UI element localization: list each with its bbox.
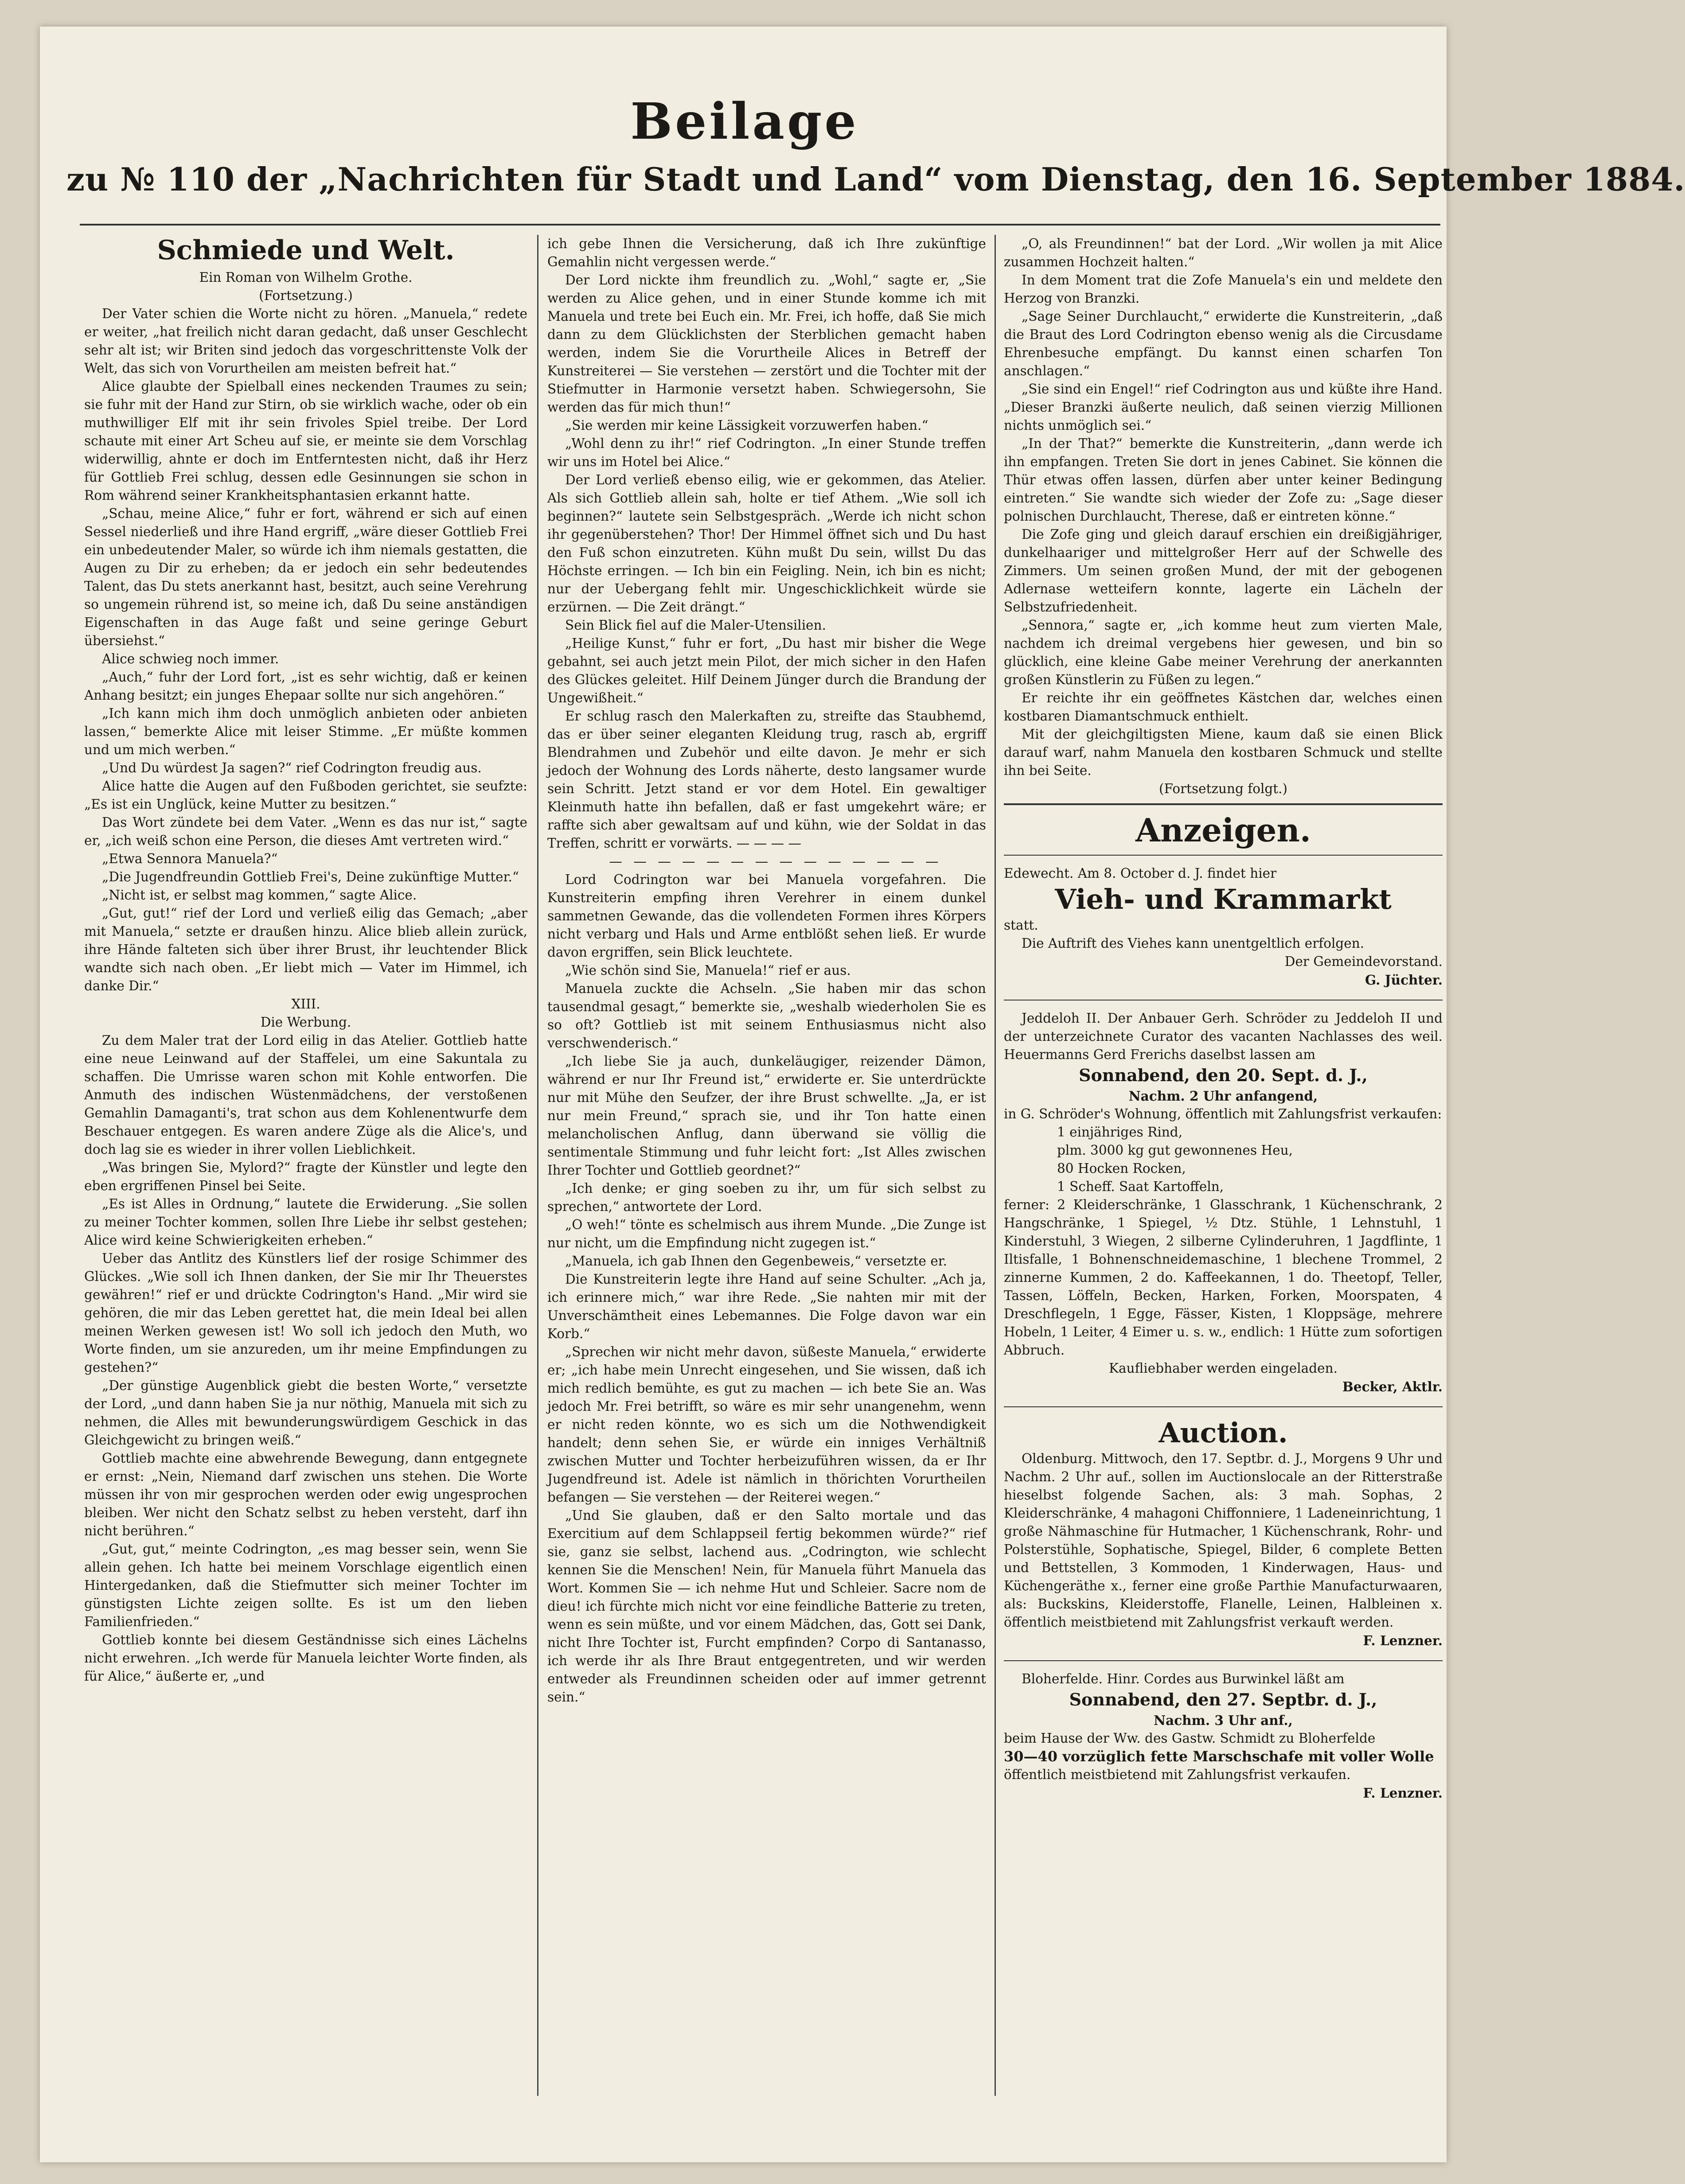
- ad-text: beim Hause der Ww. des Gastw. Schmidt zu Bloherfelde: [1004, 1731, 1376, 1746]
- paragraph: Manuela zuckte die Achseln. „Sie haben mir das schon tausendmal gesagt,“ bemerkte sie, „weshalb wiederholen Sie es so oft? Gottlieb ist mit seinem Enthusiasmus nicht also verschwenderisch.“: [547, 981, 986, 1051]
- paragraph: Sein Blick fiel auf die Maler-Utensilien.: [565, 618, 826, 633]
- ad-rule: [1004, 1660, 1443, 1661]
- ad-signature: F. Lenzner.: [1363, 1633, 1443, 1648]
- paragraph: Die Kunstreiterin legte ihre Hand auf seine Schulter. „Ach ja, ich erinnere mich,“ war ihre Rede. „Sie nahten mir mit der Unverschämtheit eines Lebemannes. Die Folge davon war ein Korb.“: [547, 1272, 986, 1341]
- paragraph: Die Zofe ging und gleich darauf erschien ein dreißigjähriger, dunkelhaariger und mittelgroßer Herr auf der Schwelle des Zimmers. Um seinen großen Mund, der mit der gebogenen Adlernase wetteifern konnte, lagerte ein Lächeln der Selbstzufriedenheit.: [1004, 527, 1443, 615]
- paragraph: „Sage Seiner Durchlaucht,“ erwiderte die Kunstreiterin, „daß die Braut des Lord Codrington ebenso wenig als die Circusdame Ehrenbesuche empfängt. Du kannst einen scharfen Ton anschlagen.“: [1004, 309, 1443, 378]
- ad-text: Kaufliebhaber werden eingeladen.: [1109, 1361, 1338, 1376]
- paragraph: „Wohl denn zu ihr!“ rief Codrington. „In einer Stunde treffen wir uns im Hotel bei Alice.“: [547, 436, 986, 469]
- paragraph: In dem Moment trat die Zofe Manuela's ein und meldete den Herzog von Branzki.: [1004, 273, 1443, 306]
- paragraph: Der Vater schien die Worte nicht zu hören. „Manuela,“ redete er weiter, „hat freilich nicht daran gedacht, daß unser Geschlecht sehr alt ist; wir Briten sind jedoch das vorgeschrittenste Volk der Welt, das sich von Vorurtheilen am meisten befreit hat.“: [84, 306, 527, 376]
- ads-heading: Anzeigen.: [1135, 811, 1311, 849]
- ad-signature: Becker, Aktlr.: [1342, 1379, 1443, 1394]
- novel-title: Schmiede und Welt.: [157, 235, 455, 266]
- paragraph: Gottlieb konnte bei diesem Geständnisse sich eines Lächelns nicht erwehren. „Ich werde für Manuela leichter Worte finden, als für Alice,“ äußerte er, „und: [84, 1632, 527, 1684]
- ad-item: 1 einjähriges Rind,: [1057, 1125, 1183, 1140]
- paragraph: „Und Sie glauben, daß er den Salto mortale und das Exercitium auf dem Schlappseil fertig bekommen würde?“ rief sie, ganz sie selbst, lachend aus. „Codrington, wie schlecht kennen Sie die Menschen! Nein, für Manuela führt Manuela das Wort. Kommen Sie — ich nehme Hut und Schleier. Sacre nom de dieu! ich fürchte mich nicht vor eine feindliche Batterie zu treten, wenn es sein müßte, und vor einem Mädchen, das, Gott sei Dank, nicht Ihre Tochter ist, Furcht empfinden? Corpo di Santanasso, ich werde ihr als Ihre Braut entgegentreten, und wir werden entweder als Freundinnen scheiden oder auf immer getrennt sein.“: [547, 1508, 986, 1705]
- paragraph: Alice hatte die Augen auf den Fußboden gerichtet, sie seufzte: „Es ist ein Unglück, keine Mutter zu besitzen.“: [84, 779, 527, 812]
- paragraph: „Schau, meine Alice,“ fuhr er fort, während er sich auf einen Sessel niederließ und ihre Hand ergriff, „wäre dieser Gottlieb Frei ein unbedeutender Maler, so würde ich ihm niemals gestatten, die Augen zu Dir zu erheben; da er jedoch ein sehr bedeutendes Talent, das Du stets anerkannt hast, besitzt, auch seine Verehrung so ungemein rührend ist, so meine ich, daß Du seine anständigen Eigenschaften in das Auge faßt und seine geringe Geburt übersiehst.“: [84, 506, 527, 648]
- paragraph: „Sennora,“ sagte er, „ich komme heut zum vierten Male, nachdem ich dreimal vergebens hier gewesen, und bin so glücklich, eine kleine Gabe meiner Verehrung der anerkannten großen Künstlerin zu Füßen zu legen.“: [1004, 618, 1443, 687]
- ad-time: Nachm. 2 Uhr anfangend,: [1128, 1088, 1318, 1104]
- paragraph: „Was bringen Sie, Mylord?“ fragte der Künstler und legte den eben ergriffenen Pinsel bei Seite.: [84, 1160, 527, 1193]
- paragraph: „Sie werden mir keine Lässigkeit vorzuwerfen haben.“: [565, 418, 928, 433]
- ad-rule: [1004, 1406, 1443, 1407]
- ad-item: plm. 3000 kg gut gewonnenes Heu,: [1057, 1143, 1293, 1158]
- ad-text: ferner: 2 Kleiderschränke, 1 Glasschrank, 1 Küchenschrank, 2 Hangschränke, 1 Spiegel, ½ Dtz. Stühle, 1 Lehnstuhl, 1 Kinderstuhl, 3 Wiegen, 2 silberne Cylinderuhren, 1 Jagdflinte, 1 Iltisfalle, 1 Bohnenschneidemaschine, 1 blechene Trommel, 2 zinnerne Kummen, 2 do. Kaffeekannen, 1 do. Theetopf, Teller, Tassen, Löffeln, Becken, Harken, Forken, Moorspaten, 4 Dreschflegeln, 1 Egge, Fässer, Kisten, 1 Kloppsäge, mehrere Hobeln, 1 Leiter, 4 Eimer u. s. w., endlich: 1 Hütte zum sofortigen Abbruch.: [1004, 1197, 1443, 1358]
- ad-signature: G. Jüchter.: [1365, 972, 1443, 988]
- ad-date: Sonnabend, den 27. Septbr. d. J.,: [1069, 1690, 1377, 1709]
- paragraph: ich gebe Ihnen die Versicherung, daß ich Ihre zukünftige Gemahlin nicht vergessen werde.“: [547, 236, 986, 269]
- paragraph: Gottlieb machte eine abwehrende Bewegung, dann entgegnete er ernst: „Nein, Niemand darf zwischen uns stehen. Die Worte müssen ihr von mir gesprochen werden oder ewig ungesprochen bleiben. Wer nicht den Schatz selbst zu heben versteht, darf ihn nicht berühren.“: [84, 1451, 527, 1538]
- paragraph: Der Lord nickte ihm freundlich zu. „Wohl,“ sagte er, „Sie werden zu Alice gehen, und in einer Stunde komme ich mit Manuela und trete bei Euch ein. Mr. Frei, ich hoffe, daß Sie mich dann zu dem Glücklichsten der Sterblichen gemacht haben werden, indem Sie die Vorurtheile Alices in Betreff der Kunstreiterei — Sie verstehen — zerstört und die Tochter mit der Stiefmutter in Harmonie versetzt haben. Schwiegersohn, Sie werden das für mich thun!“: [547, 273, 986, 415]
- paragraph: Mit der gleichgiltigsten Miene, kaum daß sie einen Blick darauf warf, nahm Manuela den kostbaren Schmuck und stellte ihn bei Seite.: [1004, 727, 1443, 778]
- header-rule: [80, 224, 1440, 226]
- paragraph: „Ich liebe Sie ja auch, dunkeläugiger, reizender Dämon, während er nur Ihr Freund ist,“ erwiderte er. Sie unterdrückte nur mit Mühe den Seufzer, der ihre Brust schwellte. „Ja, er ist nur mein Freund,“ sprach sie, und ihr Ton hatte einen melancholischen Anflug, dann überwand sie völlig die sentimentale Stimmung und fuhr leicht fort: „Ist Alles zwischen Ihrer Tochter und Gottlieb geordnet?“: [547, 1054, 986, 1178]
- chapter-number: XIII.: [291, 997, 320, 1012]
- continuation-note: (Fortsetzung.): [259, 288, 353, 303]
- scene-separator: — — — — — — — — — — — — — —: [609, 854, 942, 869]
- paragraph: „Sprechen wir nicht mehr davon, süßeste Manuela,“ erwiderte er; „ich habe mein Unrecht eingesehen, und Sie wissen, daß ich mich redlich bemühte, es gut zu machen — ich bete Sie an. Was jedoch Mr. Frei betrifft, so wäre es mir sehr unangenehm, wenn er nicht reden könnte, wo es sich um die Nothwendigkeit handelt; denn sehen Sie, er würde ein inniges Verhältniß zwischen Mutter und Tochter herbeizuführen wissen, da er Ihr Jugendfreund ist. Adele ist nämlich in thörichten Vorurtheilen befangen — Sie verstehen — der Reiterei wegen.“: [547, 1344, 986, 1505]
- paragraph: „Und Du würdest Ja sagen?“ rief Codrington freudig aus.: [102, 760, 482, 775]
- ad-rule: [1004, 855, 1443, 856]
- issue-line: zu № 110 der „Nachrichten für Stadt und Land“ vom Dienstag, den 16. September 1884.: [66, 160, 1685, 198]
- paragraph: „Ich kann mich ihm doch unmöglich anbieten oder anbieten lassen,“ bemerkte Alice mit leiser Stimme. „Er müßte kommen und um mich werben.“: [84, 706, 527, 757]
- masthead: [66, 93, 1685, 204]
- ad-text: statt.: [1004, 918, 1038, 933]
- paragraph: „Die Jugendfreundin Gottlieb Frei's, Deine zukünftige Mutter.“: [102, 869, 519, 884]
- paragraph: „Der günstige Augenblick giebt die besten Worte,“ versetzte der Lord, „und dann haben Sie ja nur nöthig, Manuela mit sich zu nehmen, die Alles mit bewunderungswürdigem Geschick in das Gleichgewicht zu bringen weiß.“: [84, 1378, 527, 1448]
- paragraph: Er schlug rasch den Malerkaften zu, streifte das Staubhemd, das er über seiner eleganten Kleidung trug, rasch ab, ergriff Blendrahmen und Zubehör und eilte davon. Je mehr er sich jedoch der Wohnung des Lords näherte, desto langsamer wurde sein Schritt. Jetzt stand er vor dem Hotel. Ein gewaltiger Kleinmuth hatte ihn befallen, daß er fast umgekehrt wäre; er raffte sich aber gewaltsam auf und kühn, wie der Soldat in das Treffen, schritt er vorwärts. — — — —: [547, 709, 986, 851]
- column-1: [84, 235, 527, 1686]
- paragraph: Der Lord verließ ebenso eilig, wie er gekommen, das Atelier. Als sich Gottlieb allein sah, holte er tief Athem. „Wie soll ich beginnen?“ lautete sein Selbstgespräch. „Werde ich nicht schon ihr gegenüberstehen? Thor! Der Himmel öffnet sich und Du hast den Fuß schon einzutreten. Kühn mußt Du sein, willst Du das Höchste erringen. — Ich bin ein Feigling. Nein, ich bin es nicht; nur der Uebergang fehlt mir. Ungeschicklichkeit würde sie erzürnen. — Die Zeit drängt.“: [547, 472, 986, 615]
- paragraph: „Gut, gut!“ rief der Lord und verließ eilig das Gemach; „aber mit Manuela,“ setzte er draußen hinzu. Alice blieb allein zurück, ihre Hände falteten sich über ihrer Brust, ihr leuchtender Blick wandte sich nach oben. „Er liebt mich — Vater im Himmel, ich danke Dir.“: [84, 906, 527, 993]
- novel-byline: Ein Roman von Wilhelm Grothe.: [199, 270, 413, 285]
- section-rule: [1004, 803, 1443, 805]
- ad-highlight: 30—40 vorzüglich fette Marschschafe mit voller Wolle: [1004, 1748, 1434, 1765]
- paragraph: Alice schwieg noch immer.: [102, 651, 279, 666]
- paragraph: „Auch,“ fuhr der Lord fort, „ist es sehr wichtig, daß er keinen Anhang besitzt; ein junges Ehepaar sollte nur sich angehören.“: [84, 670, 527, 703]
- ad-item: 80 Hocken Rocken,: [1057, 1161, 1186, 1176]
- ad-market-title: Vieh- und Krammarkt: [1055, 883, 1392, 915]
- column-2: [547, 235, 986, 1706]
- auction-heading: Auction.: [1158, 1417, 1288, 1449]
- paragraph: „Manuela, ich gab Ihnen den Gegenbeweis,“ versetzte er.: [565, 1254, 948, 1269]
- chapter-title: Die Werbung.: [260, 1015, 351, 1030]
- paragraph: „Nicht ist, er selbst mag kommen,“ sagte Alice.: [102, 888, 417, 903]
- ad-edewecht: [1004, 860, 1443, 995]
- ad-date: Sonnabend, den 20. Sept. d. J.,: [1079, 1065, 1368, 1085]
- paragraph: Das Wort zündete bei dem Vater. „Wenn es das nur ist,“ sagte er, „ich weiß schon eine Person, die dieses Amt vertreten wird.“: [84, 815, 527, 848]
- newspaper-page: [40, 27, 1685, 2162]
- paragraph: „O weh!“ tönte es schelmisch aus ihrem Munde. „Die Zunge ist nur nicht, um die Empfindung nicht zugegen ist.“: [547, 1217, 986, 1250]
- ad-signature: F. Lenzner.: [1363, 1785, 1443, 1801]
- paragraph: „Heilige Kunst,“ fuhr er fort, „Du hast mir bisher die Wege gebahnt, sei auch jetzt mein Pilot, der mich sicher in den Hafen des Glückes geleitet. Hilf Deinem Jünger durch die Brandung der Ungewißheit.“: [547, 636, 986, 705]
- paragraph: „Ich denke; er ging soeben zu ihr, um für sich selbst zu sprechen,“ antwortete der Lord.: [547, 1181, 986, 1214]
- ad-item: 1 Scheff. Saat Kartoffeln,: [1057, 1179, 1224, 1194]
- ad-text: Bloherfelde. Hinr. Cordes aus Burwinkel läßt am: [1022, 1671, 1345, 1686]
- column-rule: [995, 235, 996, 2096]
- ad-time: Nachm. 3 Uhr anf.,: [1154, 1713, 1293, 1728]
- paragraph: „O, als Freundinnen!“ bat der Lord. „Wir wollen ja mit Alice zusammen Hochzeit halten.“: [1004, 236, 1443, 269]
- ad-text: Jeddeloh II. Der Anbauer Gerh. Schröder zu Jeddeloh II und der unterzeichnete Curator des vacanten Nachlasses des weil. Heuermanns Gerd Frerichs daselbst lassen am: [1004, 1011, 1443, 1062]
- ad-text: Oldenburg. Mittwoch, den 17. Septbr. d. J., Morgens 9 Uhr und Nachm. 2 Uhr auf., sollen im Auctionslocale an der Ritterstraße hieselbst folgende Sachen, als: 3 mah. Sophas, 2 Kleiderschränke, 4 mahagoni Chiffonniere, 1 Ladeneinrichtung, 1 große Nähmaschine für Hutmacher, 1 Küchenschrank, Rohr- und Polsterstühle, Sophatische, Spiegel, Bilder, 6 complete Betten und Bettstellen, 3 Kommoden, 1 Kinderwagen, Haus- und Küchengeräthe x., ferner eine große Parthie Manufacturwaaren, als: Buckskins, Kleiderstoffe, Flanelle, Leinen, Halbleinen x. öffentlich meistbietend mit Zahlungsfrist verkauft werden.: [1004, 1451, 1443, 1630]
- paragraph: Alice glaubte der Spielball eines neckenden Traumes zu sein; sie fuhr mit der Hand zur Stirn, ob sie wirklich wache, oder ob ein muthwilliger Elf mit ihr sein frivoles Spiel treibe. Der Lord schaute mit einer Art Scheu auf sie, er meinte sie dem Vorschlag widerwillig, ahnte er doch im Entferntesten nicht, daß ihr Herz für Gottlieb Frei schlug, dessen edle Gesinnungen sie schon in Rom während seiner Krankheitsphantasien erkannt hatte.: [84, 379, 527, 503]
- paragraph: „In der That?“ bemerkte die Kunstreiterin, „dann werde ich ihn empfangen. Treten Sie dort in jenes Cabinet. Sie können die Thür etwas offen lassen, dürfen aber unter keiner Bedingung eintreten.“ Sie wandte sich wieder der Zofe zu: „Sage dieser polnischen Durchlaucht, Therese, daß er eintreten könne.“: [1004, 436, 1443, 524]
- paragraph: „Sie sind ein Engel!“ rief Codrington aus und küßte ihre Hand. „Dieser Branzki äußerte neulich, daß seinen vierzig Millionen nichts unmöglich sei.“: [1004, 382, 1443, 433]
- ad-intro: Edewecht. Am 8. October d. J. findet hier: [1004, 866, 1277, 881]
- paragraph: Ueber das Antlitz des Künstlers lief der rosige Schimmer des Glückes. „Wie soll ich Ihnen danken, der Sie mir Ihr Theuerstes gewähren!“ rief er und drückte Codrington's Hand. „Mir wird sie gehören, die mir das Leben gerettet hat, die mein Ideal bei allen meinen Werken gewesen ist! Wo soll ich jedoch den Muth, wo Worte finden, um sie anzureden, um ihr meine Empfindungen zu gestehen?“: [84, 1251, 527, 1375]
- ad-text: Die Auftrift des Viehes kann unentgeltlich erfolgen.: [1022, 936, 1365, 951]
- paragraph: Er reichte ihr ein geöffnetes Kästchen dar, welches einen kostbaren Diamantschmuck enthielt.: [1004, 690, 1443, 724]
- ad-bloherfelde: [1004, 1666, 1443, 1808]
- ad-jeddeloh: [1004, 1005, 1443, 1402]
- paragraph: „Wie schön sind Sie, Manuela!“ rief er aus.: [565, 963, 851, 978]
- ad-text: öffentlich meistbietend mit Zahlungsfrist verkaufen.: [1004, 1767, 1351, 1782]
- paragraph: „Gut, gut,“ meinte Codrington, „es mag besser sein, wenn Sie allein gehen. Ich hatte bei meinem Vorschlage eigentlich einen Hintergedanken, daß die Stiefmutter sich meiner Tochter im günstigsten Lichte zeigen sollte. Es ist um den lieben Familienfrieden.“: [84, 1542, 527, 1629]
- supplement-title: Beilage: [630, 93, 859, 151]
- paragraph: Zu dem Maler trat der Lord eilig in das Atelier. Gottlieb hatte eine neue Leinwand auf der Staffelei, um eine Sakuntala zu schaffen. Die Umrisse waren schon mit Kohle entworfen. Die Anmuth des indischen Wüstenmädchens, der verstoßenen Gemahlin Damaganti's, trat schon aus dem Kohlenentwurfe dem Beschauer entgegen. Es waren andere Züge als die Alice's, und doch lag sie es wieder in ihrer vollen Lieblichkeit.: [84, 1033, 527, 1157]
- ad-rule: [1004, 1000, 1443, 1001]
- column-3: [1004, 235, 1443, 1808]
- ad-oldenburg-auction: [1004, 1412, 1443, 1656]
- ad-text: in G. Schröder's Wohnung, öffentlich mit Zahlungsfrist verkaufen:: [1004, 1106, 1442, 1121]
- column-rule: [537, 235, 538, 2096]
- to-be-continued: (Fortsetzung folgt.): [1158, 781, 1288, 796]
- paragraph: „Etwa Sennora Manuela?“: [102, 851, 278, 866]
- ad-signature: Der Gemeindevorstand.: [1284, 954, 1443, 969]
- paragraph: „Es ist Alles in Ordnung,“ lautete die Erwiderung. „Sie sollen zu meiner Tochter kommen, sollen Ihre Liebe ihr selbst gestehen; Alice wird keine Schwierigkeiten erheben.“: [84, 1196, 527, 1248]
- paragraph: Lord Codrington war bei Manuela vorgefahren. Die Kunstreiterin empfing ihren Verehrer in einem dunkel sammetnen Gewande, das die vollendeten Formen ihres Körpers nicht verbarg und Hals und Arme entblößt sehen ließ. Er wurde davon ergriffen, sein Blick leuchtete.: [547, 872, 986, 960]
